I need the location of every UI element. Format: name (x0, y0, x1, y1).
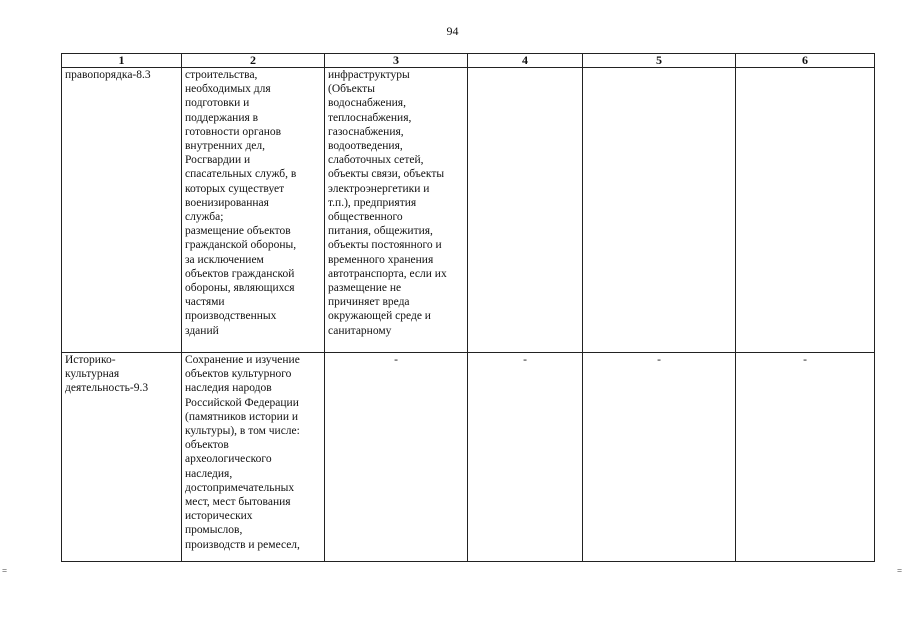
cell-text: инфраструктуры (Объекты водоснабжения, теплоснабжения, газоснабжения, водоотведения, слаботочных сетей, объекты связи, объекты электроэнергетики и т.п.), предприятия общественного питания, общежития, объекты постоянного и временного хранения автотранспорта, если их размещение не причиняет вреда окружающей среде и санитарному (328, 69, 447, 337)
column-header-4: 4 (468, 54, 583, 68)
cell-col6 (736, 353, 875, 562)
cell-col5 (583, 68, 736, 353)
cell-activity-type (62, 68, 182, 353)
table-row (62, 353, 875, 562)
column-header-2: 2 (182, 54, 325, 68)
cell-text: Историко- культурная деятельность-9.3 (65, 354, 149, 395)
dash-mark: - (803, 354, 807, 366)
cell-permitted-uses (325, 353, 468, 562)
cell-col4 (468, 68, 583, 353)
dash-mark: - (657, 354, 661, 366)
column-header-5: 5 (583, 54, 736, 68)
cell-text: строительства, необходимых для подготовки и поддержания в готовности органов внутренних дел, Росгвардии и спасательных служб, в которых существует военизированная служба; размещение объектов гражданской обороны, за исключением объектов гражданской обороны, являющихся частями производственных зданий (185, 69, 297, 337)
dash-mark: - (523, 354, 527, 366)
cell-col6 (736, 68, 875, 353)
cell-permitted-uses (325, 68, 468, 353)
header-row (62, 54, 875, 68)
dash-mark: - (394, 354, 398, 366)
edge-mark-left: = (2, 566, 8, 576)
column-header-6: 6 (736, 54, 875, 68)
cell-activity-type (62, 353, 182, 562)
table-row (62, 68, 875, 353)
column-header-1: 1 (62, 54, 182, 68)
page-number: 94 (446, 24, 459, 38)
cell-text: Сохранение и изучение объектов культурного наследия народов Российской Федерации (памятников истории и культуры), в том числе: объектов археологического наследия, достопримечательных мест, мест бытования исторических промыслов, производств и ремесел, (185, 354, 300, 551)
cell-col5 (583, 353, 736, 562)
cell-col4 (468, 353, 583, 562)
column-header-3: 3 (325, 54, 468, 68)
cell-description (182, 353, 325, 562)
cell-description (182, 68, 325, 353)
cell-text: правопорядка-8.3 (65, 69, 151, 81)
regulations-table (61, 53, 875, 562)
edge-mark-right: = (897, 566, 903, 576)
